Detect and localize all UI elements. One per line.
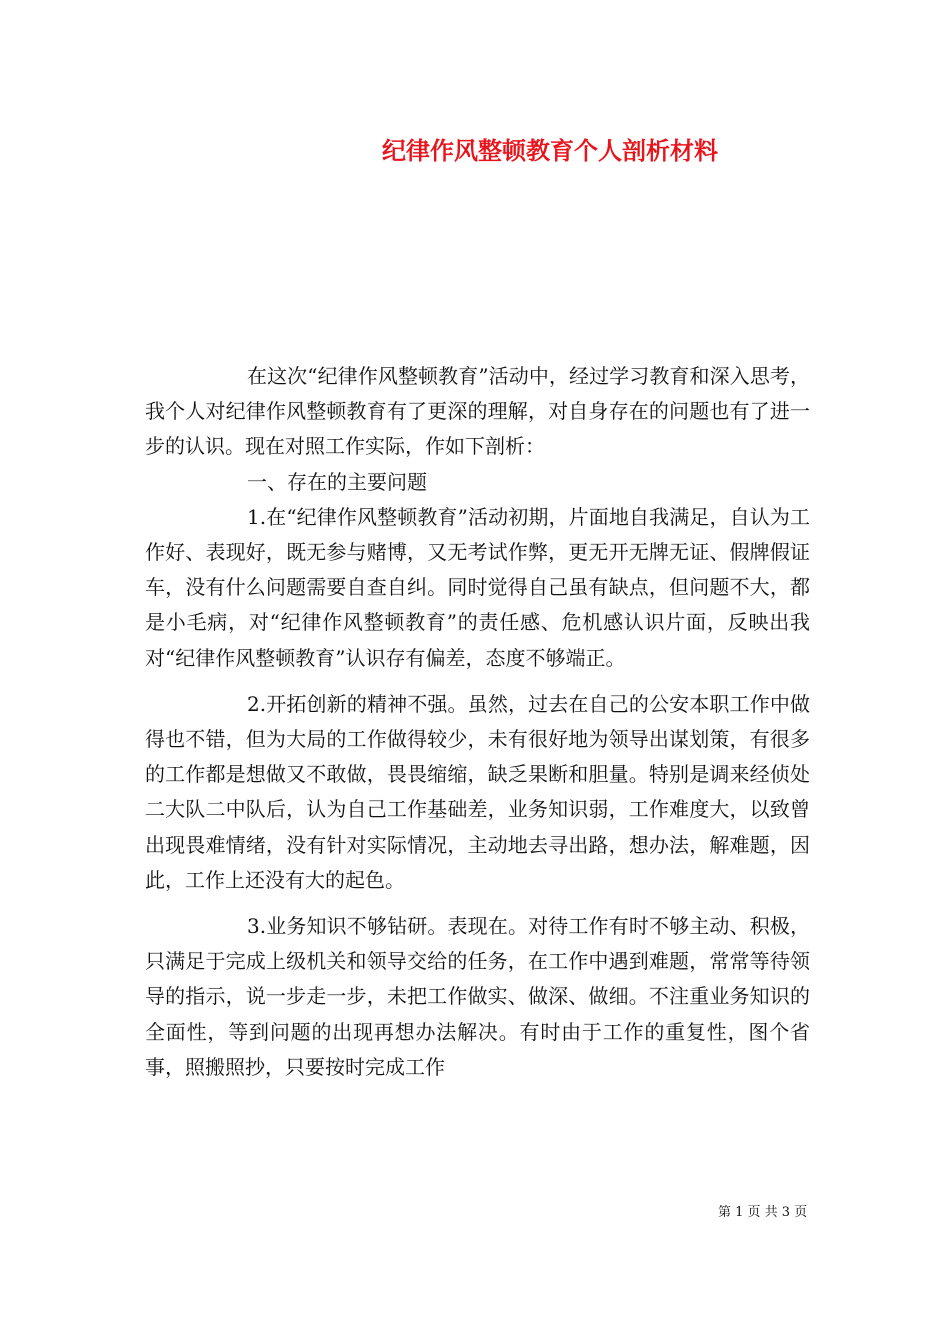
intro-paragraph: 在这次“纪律作风整顿教育”活动中，经过学习教育和深入思考，我个人对纪律作风整顿教育有了更深的理解，对自身存在的问题也有了进一步的认识。现在对照工作实际，作如下剖析： [145, 364, 810, 459]
problem-paragraph-2: 2.开拓创新的精神不强。虽然，过去在自己的公安本职工作中做得也不错，但为大局的工作做得较少，未有很好地为领导出谋划策，有很多的工作都是想做又不敢做，畏畏缩缩，缺乏果断和胆量。特别是调来经侦处二大队二中队后，认为自己工作基础差，业务知识弱，工作难度大，以致曾出现畏难情绪，没有针对实际情况，主动地去寻出路，想办法，解难题，因此，工作上还没有大的起色。 [145, 691, 810, 892]
section-heading: 一、存在的主要问题 [247, 469, 427, 494]
document-title: 纪律作风整顿教育个人剖析材料 [382, 136, 718, 165]
document-body [145, 359, 810, 1085]
problem-paragraph-1: 1.在“纪律作风整顿教育”活动初期，片面地自我满足，自认为工作好、表现好，既无参与赌博，又无考试作弊，更无开无牌无证、假牌假证车，没有什么问题需要自查自纠。同时觉得自己虽有缺点，但问题不大，都是小毛病，对“纪律作风整顿教育”的责任感、危机感认识片面，反映出我对“纪律作风整顿教育”认识存有偏差，态度不够端正。 [145, 504, 810, 670]
page-number: 第 1 页 共 3 页 [718, 1205, 808, 1220]
problem-paragraph-3: 3.业务知识不够钻研。表现在。对待工作有时不够主动、积极，只满足于完成上级机关和领导交给的任务，在工作中遇到难题，常常等待领导的指示，说一步走一步，未把工作做实、做深、做细。不注重业务知识的全面性，等到问题的出现再想办法解决。有时由于工作的重复性，图个省事，照搬照抄，只要按时完成工作 [145, 914, 810, 1079]
